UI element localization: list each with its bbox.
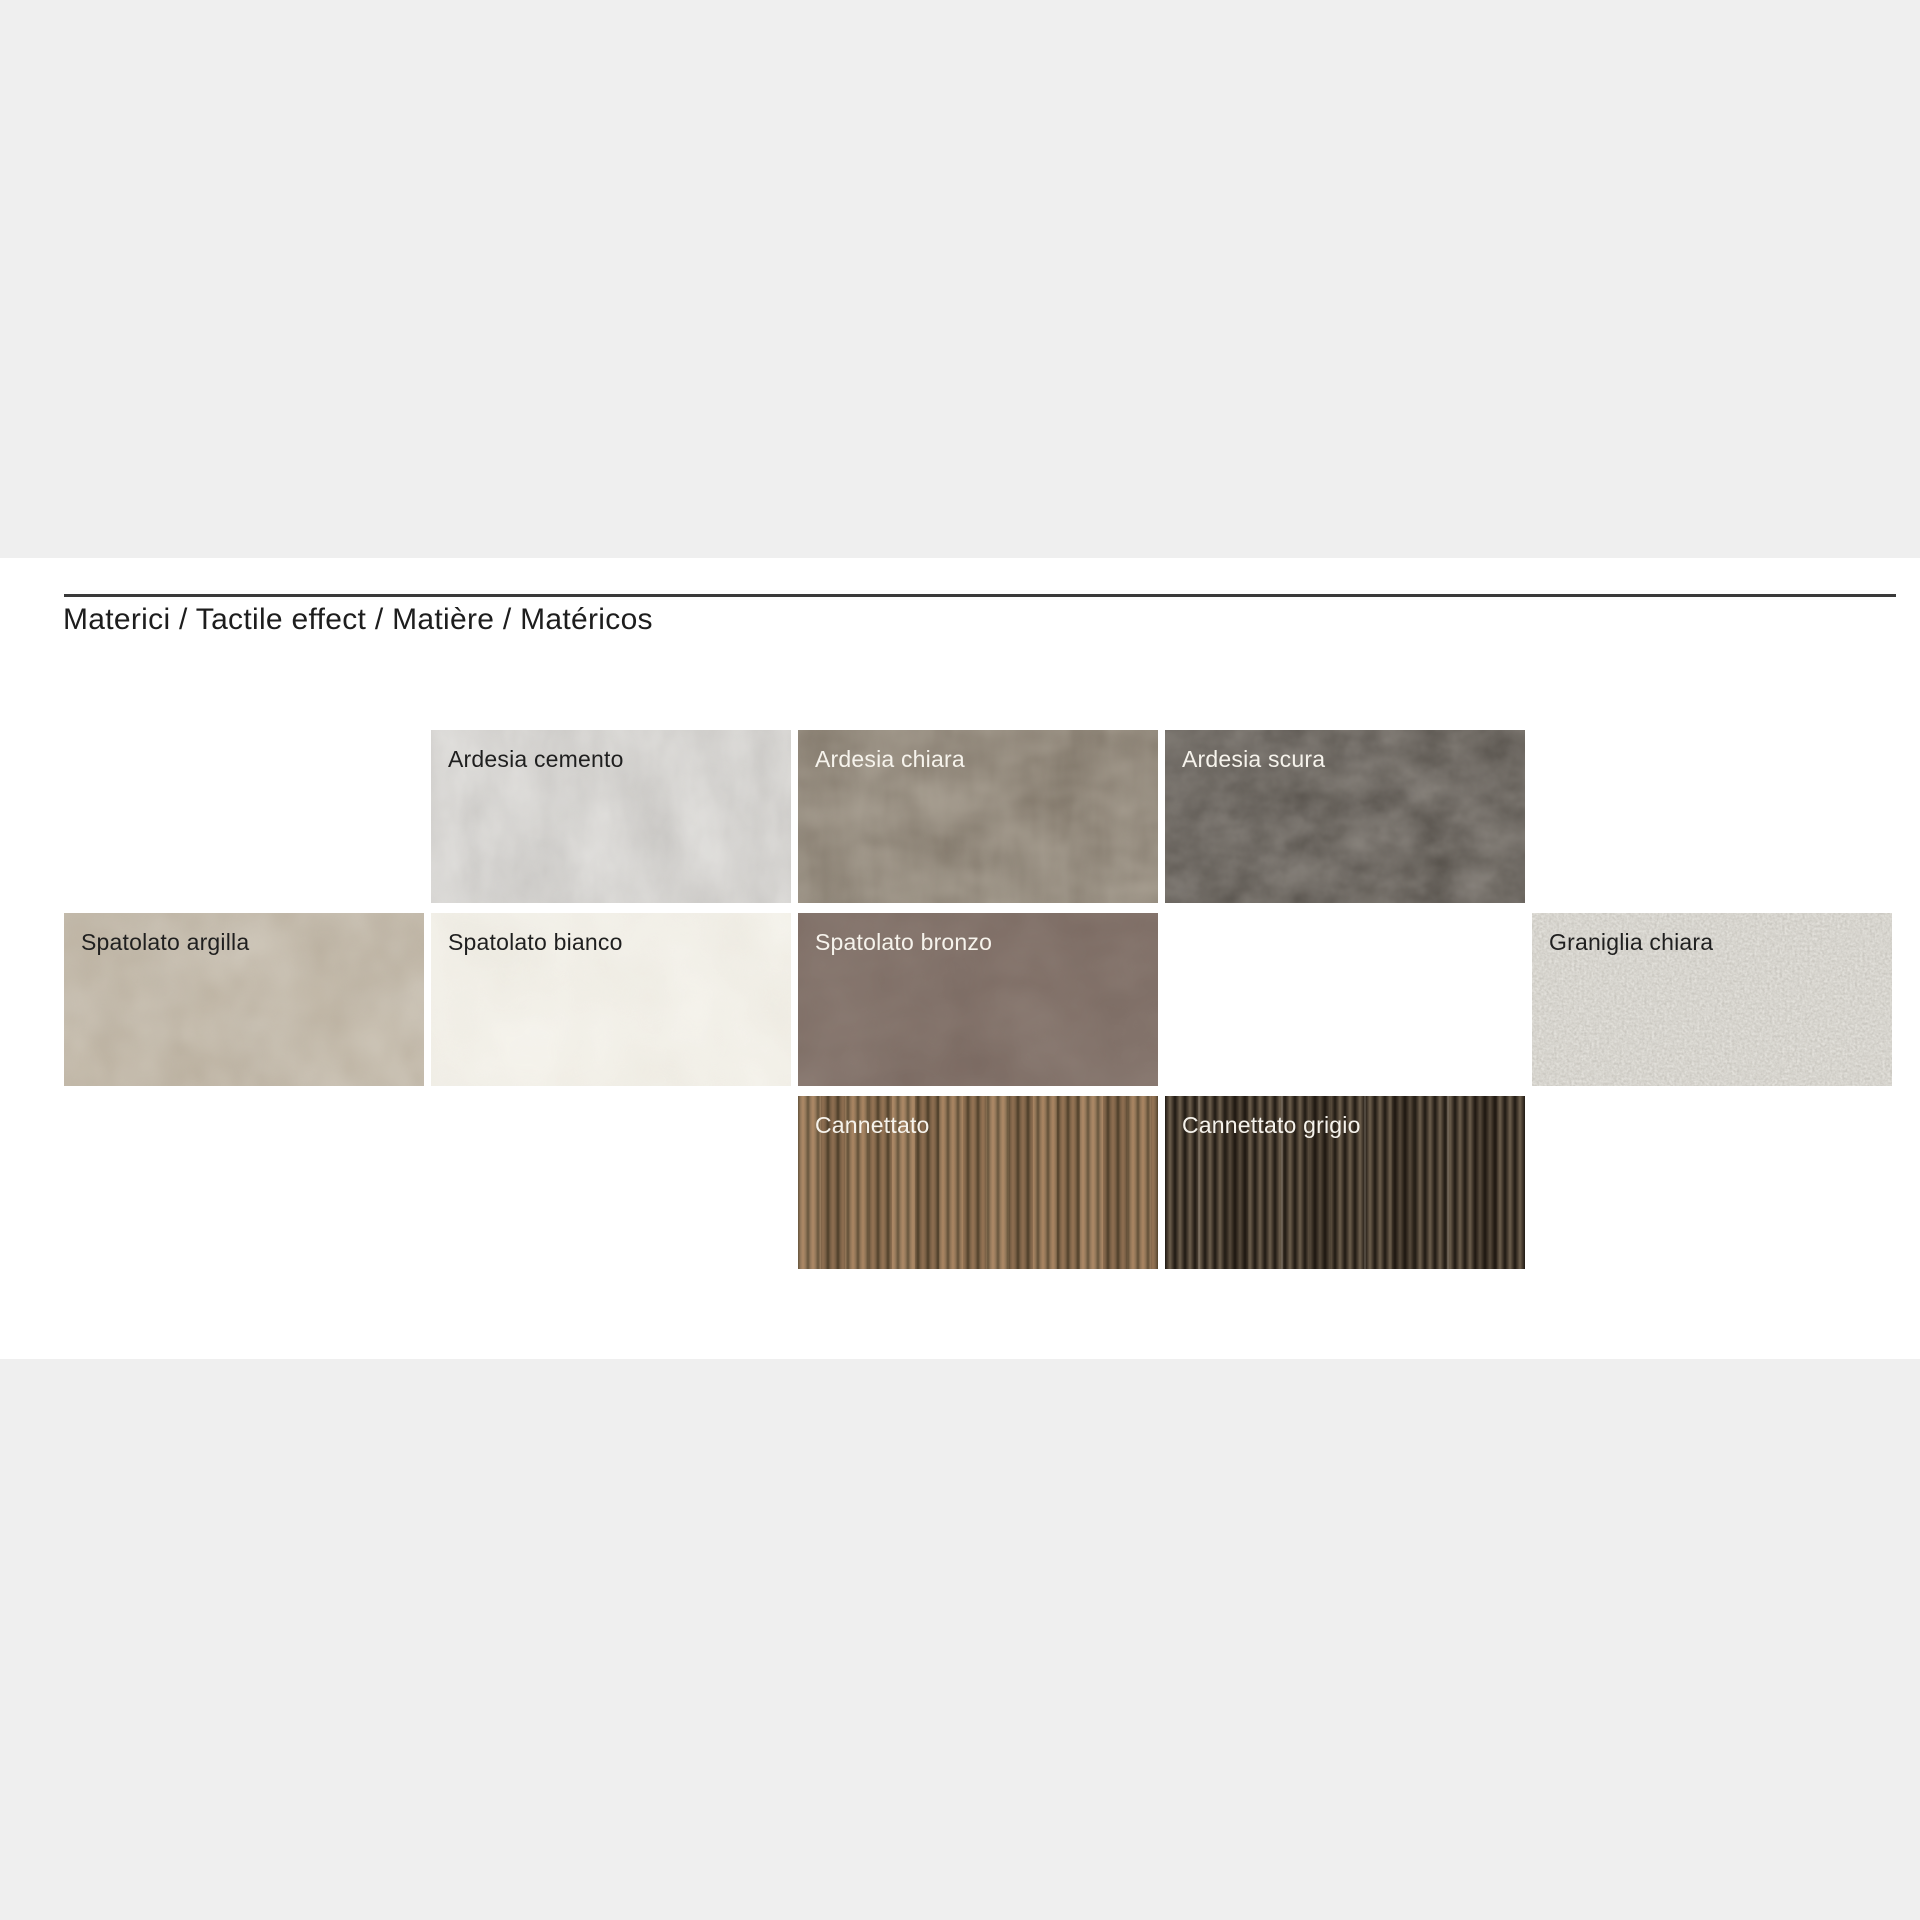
swatch-label: Ardesia chiara (815, 746, 965, 772)
swatch-ardesia-chiara (798, 730, 1158, 903)
swatch-cannettato-grigio (1165, 1096, 1525, 1269)
swatch-label: Graniglia chiara (1549, 929, 1714, 955)
swatch-ardesia-scura (1165, 730, 1525, 903)
swatch-label: Spatolato bronzo (815, 929, 993, 955)
swatch-spatolato-argilla (64, 913, 424, 1086)
bottom-band (0, 1359, 1920, 1920)
swatch-cannettato (798, 1096, 1158, 1269)
swatch-spatolato-bianco (431, 913, 791, 1086)
swatch-label: Cannettato (815, 1112, 930, 1138)
section-title: Materici / Tactile effect / Matière / Matéricos (63, 603, 653, 636)
material-swatch-grid (64, 730, 1892, 1269)
top-band (0, 0, 1920, 558)
swatch-ardesia-cemento (431, 730, 791, 903)
swatch-label: Spatolato argilla (81, 929, 250, 955)
swatch-label: Ardesia scura (1182, 746, 1326, 772)
section-divider (64, 594, 1896, 597)
swatch-label: Spatolato bianco (448, 929, 623, 955)
swatch-label: Cannettato grigio (1182, 1112, 1361, 1138)
swatch-spatolato-bronzo (798, 913, 1158, 1086)
swatch-graniglia-chiara (1532, 913, 1892, 1086)
swatch-label: Ardesia cemento (448, 746, 624, 772)
